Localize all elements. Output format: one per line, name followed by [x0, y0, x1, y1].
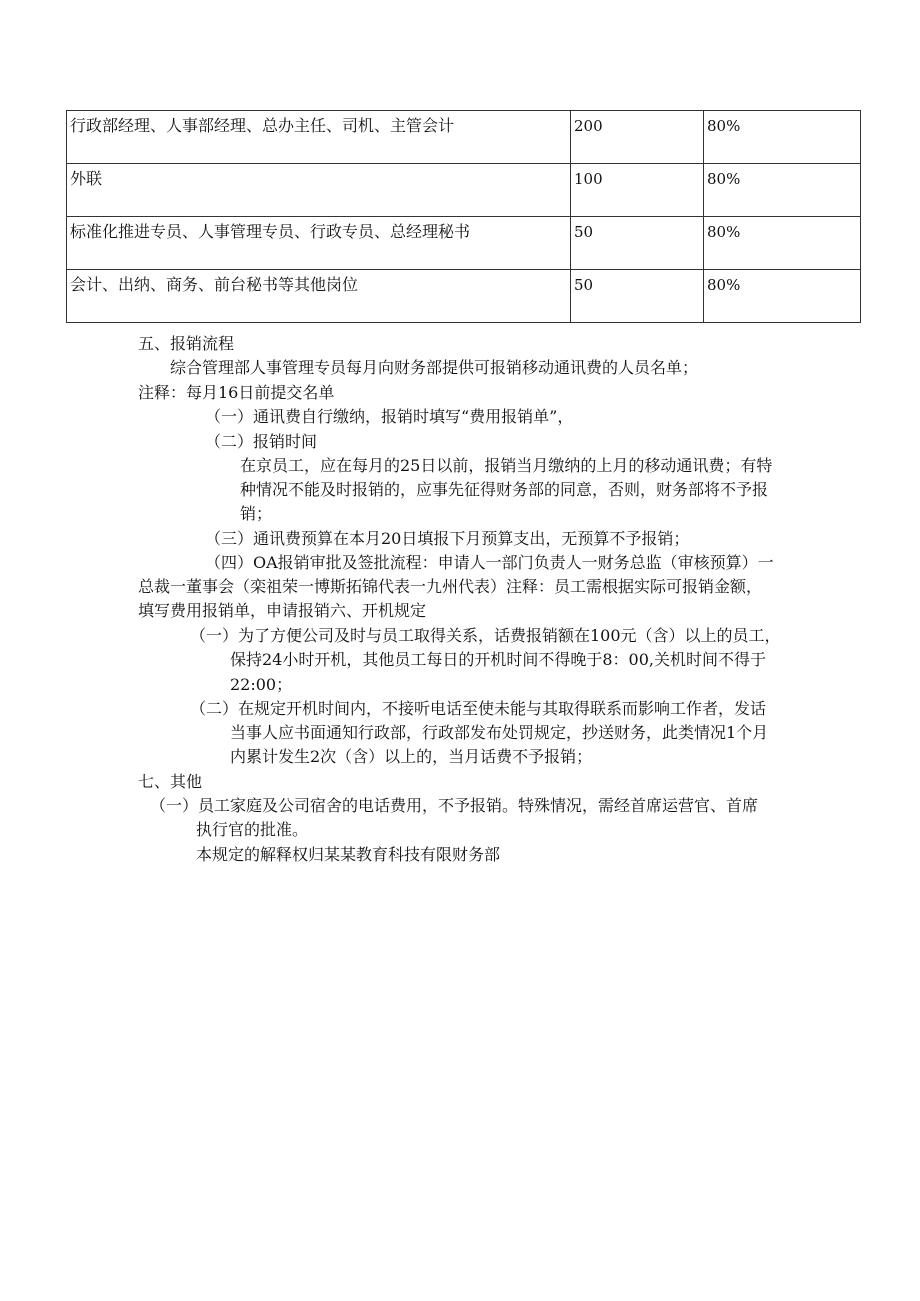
paragraph-line: 总裁一董事会（栾祖荣一博斯拓锦代表一九州代表）注释：员工需根据实际可报销金额， [138, 577, 763, 596]
list-item: （一）通讯费自行缴纳，报销时填写“费用报销单”， [205, 407, 574, 426]
paragraph-line: 综合管理部人事管理专员每月向财务部提供可报销移动通讯费的人员名单； [170, 358, 699, 377]
table-cell-ratio: 80% [704, 111, 861, 164]
table-cell-ratio: 80% [704, 217, 861, 270]
paragraph-line: 在京员工，应在每月的25日以前，报销当月缴纳的上月的移动通讯费；有特 [240, 456, 773, 475]
table-row [67, 164, 861, 217]
table-cell-ratio: 80% [704, 270, 861, 323]
paragraph-line: 当事人应书面通知行政部，行政部发布处罚规定，抄送财务，此类情况1个月 [230, 723, 769, 742]
paragraph-line: 22:00； [230, 675, 293, 694]
table-cell-amount: 50 [571, 270, 704, 323]
table-cell-amount: 50 [571, 217, 704, 270]
paragraph-line: 保持24小时开机，其他员工每日的开机时间不得晚于8：00,关机时间不得于 [230, 650, 766, 669]
table-row [67, 270, 861, 323]
list-item: （三）通讯费预算在本月20日填报下月预算支出，无预算不予报销； [205, 529, 690, 548]
paragraph-line: 种情况不能及时报销的，应事先征得财务部的同意，否则，财务部将不予报 [240, 480, 769, 499]
note-line: 注释：每月16日前提交名单 [138, 383, 335, 402]
section-heading: 五、报销流程 [138, 334, 235, 353]
reimbursement-limit-table [66, 110, 861, 323]
paragraph-line: 执行官的批准。 [196, 820, 309, 839]
table-row [67, 217, 861, 270]
closing-statement: 本规定的解释权归某某教育科技有限财务部 [196, 845, 501, 864]
table-cell-role: 外联 [67, 164, 571, 217]
table-cell-role: 行政部经理、人事部经理、总办主任、司机、主管会计 [67, 111, 571, 164]
table-cell-ratio: 80% [704, 164, 861, 217]
paragraph-line: 内累计发生2次（含）以上的，当月话费不予报销； [230, 747, 593, 766]
list-item: （四）OA报销审批及签批流程：申请人一部门负责人一财务总监（审核预算）一 [205, 553, 774, 572]
table-row [67, 111, 861, 164]
list-item-title: （二）报销时间 [205, 432, 318, 451]
list-item: （二）在规定开机时间内，不接听电话至使未能与其取得联系而影响工作者，发话 [190, 699, 767, 718]
paragraph-line: 填写费用报销单，申请报销六、开机规定 [138, 601, 427, 620]
table-cell-amount: 100 [571, 164, 704, 217]
section-heading: 七、其他 [138, 772, 203, 791]
list-item: （一）为了方便公司及时与员工取得关系，话费报销额在100元（含）以上的员工， [190, 626, 781, 645]
table-cell-amount: 200 [571, 111, 704, 164]
paragraph-line: 销； [240, 504, 273, 523]
table-cell-role: 会计、出纳、商务、前台秘书等其他岗位 [67, 270, 571, 323]
list-item: （一）员工家庭及公司宿舍的电话费用，不予报销。特殊情况，需经首席运营官、首席 [150, 796, 759, 815]
table-cell-role: 标准化推进专员、人事管理专员、行政专员、总经理秘书 [67, 217, 571, 270]
